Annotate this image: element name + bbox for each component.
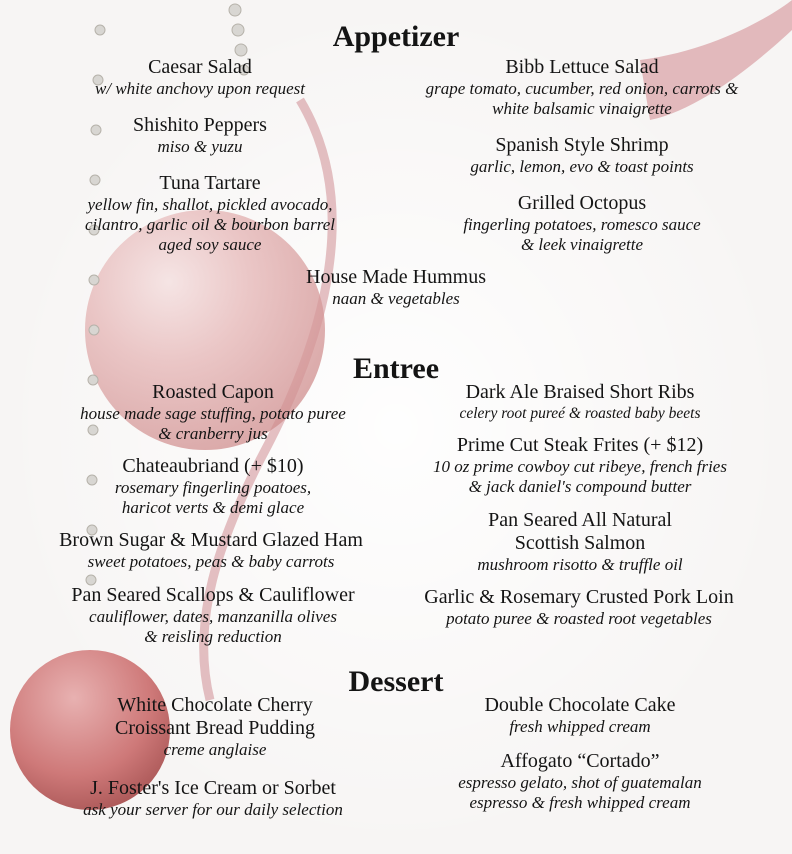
dish-description: white balsamic vinaigrette: [492, 99, 672, 118]
dish-description: mushroom risotto & truffle oil: [477, 555, 683, 574]
dish-name: Affogato “Cortado”: [500, 750, 660, 772]
dish-description: fresh whipped cream: [509, 717, 651, 736]
dish-description: espresso gelato, shot of guatemalan: [458, 773, 702, 792]
dish-description: garlic, lemon, evo & toast points: [470, 157, 694, 176]
section-title-dessert: Dessert: [348, 665, 444, 698]
menu-item-roasted-capon: [13, 381, 413, 444]
dish-name: Pan Seared Scallops & Cauliflower: [71, 584, 355, 606]
menu-item-dark-ale-braised-short-ribs: [380, 381, 780, 424]
menu-item-grilled-octopus: [382, 192, 782, 255]
dish-description: & leek vinaigrette: [520, 235, 644, 254]
dish-description: house made sage stuffing, potato puree: [80, 404, 346, 423]
menu-item-white-chocolate-cherry-croissant-bread-pudding: [15, 694, 415, 760]
menu-item-tuna-tartare: [10, 172, 410, 255]
dish-description: miso & yuzu: [157, 137, 243, 156]
dish-name: White Chocolate Cherry: [117, 694, 313, 716]
dish-name: Tuna Tartare: [159, 172, 261, 194]
dish-description: celery root pureé & roasted baby beets: [459, 405, 701, 422]
dish-name: Scottish Salmon: [514, 532, 646, 554]
menu-item-double-chocolate-cake: [380, 694, 780, 737]
dish-description: sweet potatoes, peas & baby carrots: [87, 552, 335, 571]
dish-name: Bibb Lettuce Salad: [505, 56, 659, 78]
menu-item-bibb-lettuce-salad: [382, 56, 782, 119]
dish-description: espresso & fresh whipped cream: [469, 793, 691, 812]
menu-item-pan-seared-scallops-cauliflower: [13, 584, 413, 647]
dish-name: House Made Hummus: [306, 266, 486, 288]
menu-item-shishito-peppers: [0, 114, 400, 157]
dish-name: J. Foster's Ice Cream or Sorbet: [90, 777, 336, 799]
dish-description: & cranberry jus: [158, 424, 268, 443]
dish-description: fingerling potatoes, romesco sauce: [463, 215, 701, 234]
menu-item-j-foster-s-ice-cream-or-sorbet: [13, 777, 413, 820]
dish-name: Chateaubriand (+ $10): [122, 455, 304, 477]
dish-description: & reisling reduction: [144, 627, 282, 646]
menu-item-pan-seared-all-natural-scottish-salmon: [380, 509, 780, 575]
dish-description: creme anglaise: [163, 740, 267, 759]
dish-description: aged soy sauce: [158, 235, 262, 254]
dish-name: Pan Seared All Natural: [488, 509, 672, 531]
dish-name: Double Chocolate Cake: [484, 694, 676, 716]
menu-item-house-made-hummus: [196, 266, 596, 309]
dish-description: grape tomato, cucumber, red onion, carrots &: [425, 79, 739, 98]
dish-description: 10 oz prime cowboy cut ribeye, french fries: [433, 457, 727, 476]
menu-item-spanish-style-shrimp: [382, 134, 782, 177]
menu-item-affogato-cortado: [380, 750, 780, 813]
dish-description: yellow fin, shallot, pickled avocado,: [87, 195, 333, 214]
dish-name: Shishito Peppers: [133, 114, 267, 136]
dish-description: rosemary fingerling poatoes,: [114, 478, 312, 497]
menu-item-chateaubriand-10: [13, 455, 413, 518]
dish-name: Garlic & Rosemary Crusted Pork Loin: [424, 586, 734, 608]
dish-description: haricot verts & demi glace: [121, 498, 305, 517]
section-title-entree: Entree: [352, 352, 440, 385]
dish-description: & jack daniel's compound butter: [468, 477, 692, 496]
dish-description: w/ white anchovy upon request: [95, 79, 305, 98]
menu-item-garlic-rosemary-crusted-pork-loin: [379, 586, 779, 629]
dish-name: Croissant Bread Pudding: [115, 717, 315, 739]
dish-description: potato puree & roasted root vegetables: [446, 609, 712, 628]
dish-description: naan & vegetables: [332, 289, 460, 308]
section-title-appetizer: Appetizer: [332, 20, 460, 53]
dish-name: Spanish Style Shrimp: [495, 134, 669, 156]
dish-name: Dark Ale Braised Short Ribs: [465, 381, 695, 403]
dish-name: Brown Sugar & Mustard Glazed Ham: [59, 529, 363, 551]
dish-name: Grilled Octopus: [517, 192, 647, 214]
dish-description: cilantro, garlic oil & bourbon barrel: [85, 215, 335, 234]
dish-description: cauliflower, dates, manzanilla olives: [89, 607, 337, 626]
menu-item-prime-cut-steak-frites-12: [380, 434, 780, 497]
dish-name: Prime Cut Steak Frites (+ $12): [456, 434, 704, 456]
dish-name: Roasted Capon: [152, 381, 274, 403]
menu-item-brown-sugar-mustard-glazed-ham: [11, 529, 411, 572]
dish-name: Caesar Salad: [148, 56, 252, 78]
menu-item-caesar-salad: [0, 56, 400, 99]
dish-description: ask your server for our daily selection: [83, 800, 343, 819]
